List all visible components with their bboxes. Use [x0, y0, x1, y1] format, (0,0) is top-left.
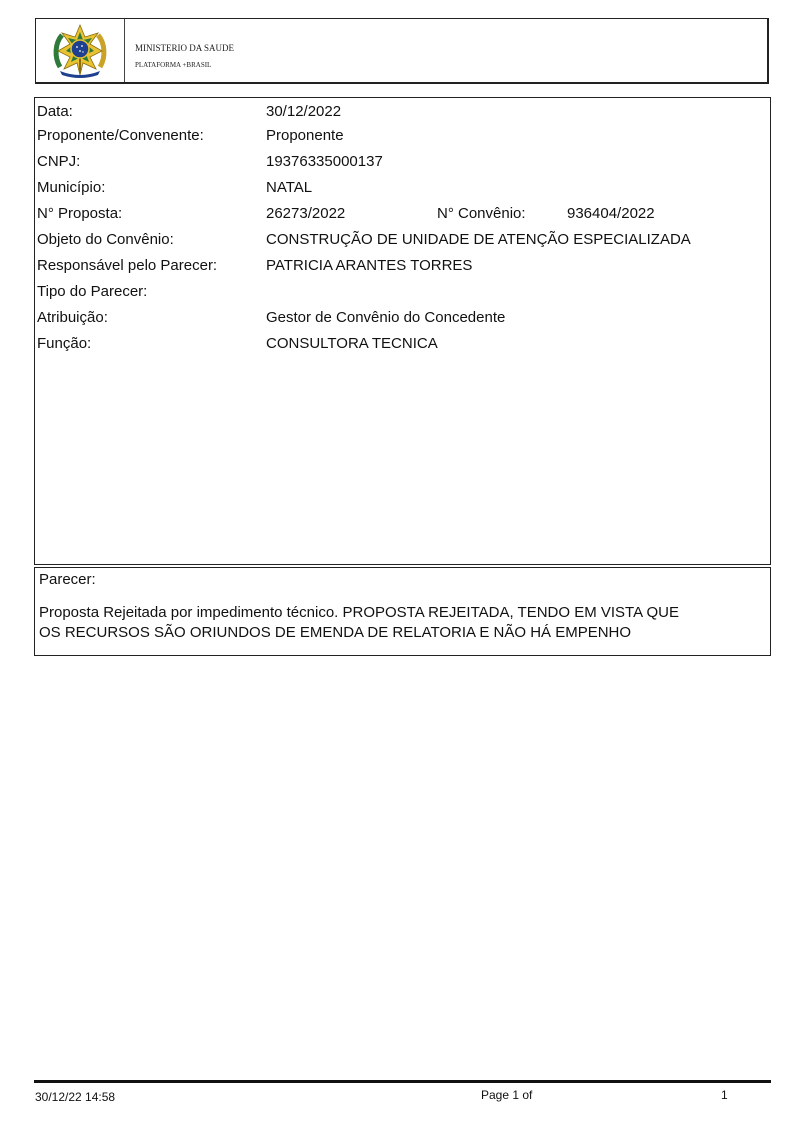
- objeto-label: Objeto do Convênio:: [37, 231, 174, 248]
- municipio-value: NATAL: [266, 179, 313, 196]
- parecer-title: Parecer:: [39, 571, 96, 588]
- parecer-line-2: OS RECURSOS SÃO ORIUNDOS DE EMENDA DE RELATORIA E NÃO HÁ EMPENHO: [39, 624, 632, 641]
- parecer-text: [39, 603, 764, 643]
- data-value: 30/12/2022: [266, 103, 342, 120]
- footer-page-label: Page 1 of: [481, 1088, 533, 1102]
- logo-cell: [36, 19, 125, 82]
- brazil-coat-of-arms-icon: [52, 23, 108, 81]
- municipio-label: Município:: [37, 179, 106, 196]
- data-label: Data:: [37, 103, 73, 120]
- objeto-value: CONSTRUÇÃO DE UNIDADE DE ATENÇÃO ESPECIALIZADA: [266, 231, 691, 248]
- convenio-value: 936404/2022: [567, 205, 655, 222]
- funcao-label: Função:: [37, 335, 92, 352]
- funcao-value: CONSULTORA TECNICA: [266, 335, 438, 352]
- proposta-label: N° Proposta:: [37, 205, 123, 222]
- atribuicao-value: Gestor de Convênio do Concedente: [266, 309, 506, 326]
- cnpj-label: CNPJ:: [37, 153, 81, 170]
- ministry-name: MINISTERIO DA SAUDE: [135, 43, 234, 53]
- info-panel: [34, 97, 771, 565]
- atribuicao-label: Atribuição:: [37, 309, 108, 326]
- parecer-line-1: Proposta Rejeitada por impedimento técnico. PROPOSTA REJEITADA, TENDO EM VISTA QUE: [39, 604, 679, 621]
- responsavel-label: Responsável pelo Parecer:: [37, 257, 218, 274]
- platform-name: PLATAFORMA +BRASIL: [135, 61, 212, 69]
- responsavel-value: PATRICIA ARANTES TORRES: [266, 257, 473, 274]
- document-header: [35, 18, 769, 84]
- proponente-value: Proponente: [266, 127, 344, 144]
- convenio-label: N° Convênio:: [437, 205, 526, 222]
- footer-page-total: 1: [721, 1088, 728, 1102]
- footer-divider: [34, 1080, 771, 1083]
- footer-timestamp: 30/12/22 14:58: [35, 1090, 116, 1104]
- parecer-panel: [34, 567, 771, 656]
- proponente-label: Proponente/Convenente:: [37, 127, 204, 144]
- proposta-value: 26273/2022: [266, 205, 346, 222]
- cnpj-value: 19376335000137: [266, 153, 383, 170]
- tipo-label: Tipo do Parecer:: [37, 283, 148, 300]
